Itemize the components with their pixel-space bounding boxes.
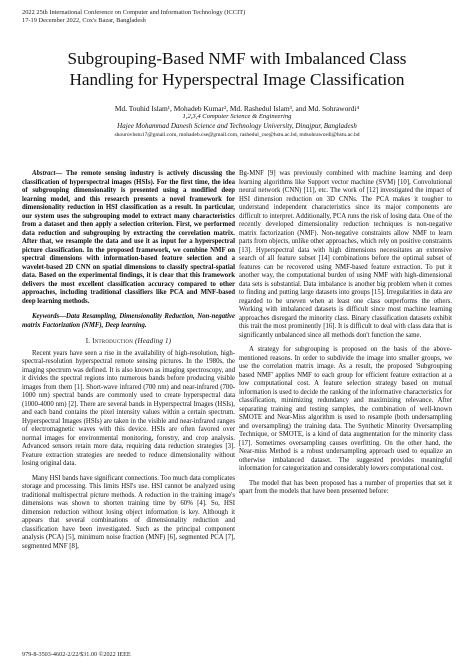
paragraph: Bg-MNF [9] was previously combined with machine learning and deep learning algorithms like Support vector machine (SVM) [10], Convolutional neural network (CNN) [11], etc. The work of [12] investigated the impact of HSI dimension reduction on 3D CNNs. The PCA makes it tougher to understand independent characteristics since its major components are difficult to interpret. Additionally, PCA runs the risk of losing data. One of the recently developed dimensionality reduction techniques is non-negative matrix factorization (NMF). Non-negative constraints allow NMF to learn parts from objects, unlike other approaches, which rely on positive constraints [13]. Hyperspectral data with high dimensions necessitates an extensive search of all feature subset [14] combinations before the optimal subset of features can be recovered using NMF-based feature extraction. To put it another way, the computational burden of using NMF with high-dimensional data sets is substantial. Data imbalance is another big problem when it comes to finding and putting large datasets into groups [15]. Irregularities in data are regarded to be uneven when at least one class outperforms the others. Working with imbalanced datasets is difficult since most machine learning approaches disregard the minority class. Binary classification datasets exhibit this trait the most prominently [16]. It is difficult to deal with class data that is significantly unbalanced since all methods don't function the same.: [239, 170, 452, 339]
author-names: Md. Touhid Islam¹, Mohadeb Kumar², Md. Rashedul Islam³, and Md. Sohrawordi⁴: [114, 104, 360, 113]
section-heading-introduction: [22, 337, 235, 346]
keywords-text: —Data Resampling, Dimensionality Reduction, Non-negative matrix Factorization (NMF), Deep learning.: [22, 313, 235, 329]
paper-title-line-2: Handling for Hyperspectral Image Classification: [69, 70, 405, 89]
abstract-text: — The remote sensing industry is actively discussing the classification of hyperspectral images (HSIs). For the first time, the idea of subgrouping dimensionality is presented using a modified deep learning model, and this research presents a novel framework for dimensionality reduction in HSI classification as a result. In particular, our system uses the subgrouping model to extract many characteristics from a dataset and then apply a selection criterion. First, we performed data reduction and subgrouping by extracting the correlation matrix. After that, we resample the data and use it as input for a hyperspectral picture classification. In the proposed framework, we combine NMF on spectral dimensions with information-based feature selection and a wavelet-based 2D CNN on spatial dimensions to classify spectral-spatial data. Based on the experimental findings, it is clear that this framework delivers the most excellent classification accuracy compared to other approaches, including traditional classifiers like PCA and MNF-based deep learning methods.: [22, 170, 235, 305]
abstract-label: Abstract: [32, 170, 56, 177]
paragraph: Recent years have seen a rise in the availability of high-resolution, high-spectral-resolution hyperspectral remote sensing pictures. In the 1980s, the imaging spectrum was defined. It is also known as imaging spectroscopy, and it divides the spectral regions into numerous bands before producing visible images from them [1]. Short-wave infrared (700 nm) and near-infrared (700-1000 nm) spectral bands are commonly used to create hyperspectral data (1000-4000 nm) [2]. There are several bands in Hyperspectral Images (HSIs), and each band contains the pixel intensity values within a certain spectrum. Hyperspectral Images (HSIs) are taken in the visible and near-infrared ranges of electromagnetic waves with this device. HSIs are often favored over normal images for environmental monitoring, forestry, and crop analysis. Advanced sensors retain more data, requiring data reduction strategies [3]. Feature extraction strategies are needed to reduce dimensionality without losing original data.: [22, 349, 235, 467]
conference-header: [22, 9, 245, 25]
author-emails: shourovhstu17@gmail.com, mohadeb.cse@gmail.com, rashedul_cse@hstu.ac.bd, mdsohrawordi@hstu.ac.bd: [114, 131, 360, 138]
conference-line-1: 2022 25th International Conference on Computer and Information Technology (ICCIT): [22, 9, 246, 16]
keywords-label: Keywords: [32, 313, 60, 320]
author-university: Hajee Mohammad Danesh Science and Technology University, Dinajpur, Bangladesh: [117, 121, 357, 130]
abstract: [22, 170, 235, 306]
paragraph: A strategy for subgrouping is proposed on the basis of the above-mentioned reasons. In order to subdivide the image into smaller groups, we use the correlation matrix image. As a result, the proposed 'Subgrouping based NMF' applies NMF to each group for efficient feature extraction at a low computational cost. A feature selection strategy based on mutual information is used to decide the ranking of the informative characteristics for classification, minimizing redundancy and maximizing relevance. After separating training and testing samples, the combination of well-known SMOTE and Near-Miss algorithm is used to resample (both undersampling and oversampling) the training data. The Synthetic Minority Oversampling Technique, or SMOTE, is a kind of data augmentation for the minority class [17]. Sometimes oversampling causes overfitting. On the other hand, the Near-miss Method is a robust undersampling approach used to equalize an otherwise imbalanced dataset. The suggested provides meaningful information for categorization and considerably lowers computational cost.: [239, 346, 452, 472]
author-department: 1,2,3,4 Computer Science & Engineering: [182, 113, 292, 121]
copyright-footer: 979-8-3503-4602-2/22/$31.00 ©2022 IEEE: [22, 651, 131, 658]
section-number: I.: [85, 337, 91, 345]
conference-line-2: 17-19 December 2022, Cox's Bazar, Bangladesh: [22, 17, 146, 25]
left-column: [22, 170, 235, 557]
section-heading-note: (Heading 1): [135, 337, 172, 345]
paper-title: [10, 48, 464, 90]
paragraph: Many HSI bands have significant connections. Too much data complicates storage and processing. This limits HSI's use. HSI cannot be analyzed using traditional multispectral picture methods. A reduction in the training image's dimensions was shown to shorten training time by 60% [4]. So, HSI dimension reduction without losing object information is key. Although it appears that several combinations of dimensionality reduction and classification have been investigated. Such as the principal component analysis (PCA) [5], minimum noise fraction (MNF) [6], segmented PCA [7], segmented MNF [8],: [22, 474, 235, 550]
section-title: Introduction: [92, 337, 134, 345]
right-column: [239, 170, 452, 503]
paragraph: The model that has been proposed has a number of properties that set it apart from the models that have been presented before:: [239, 479, 452, 495]
keywords: [22, 313, 235, 330]
author-block: [10, 104, 464, 139]
paper-title-line-1: Subgrouping-Based NMF with Imbalanced Class: [67, 49, 407, 68]
